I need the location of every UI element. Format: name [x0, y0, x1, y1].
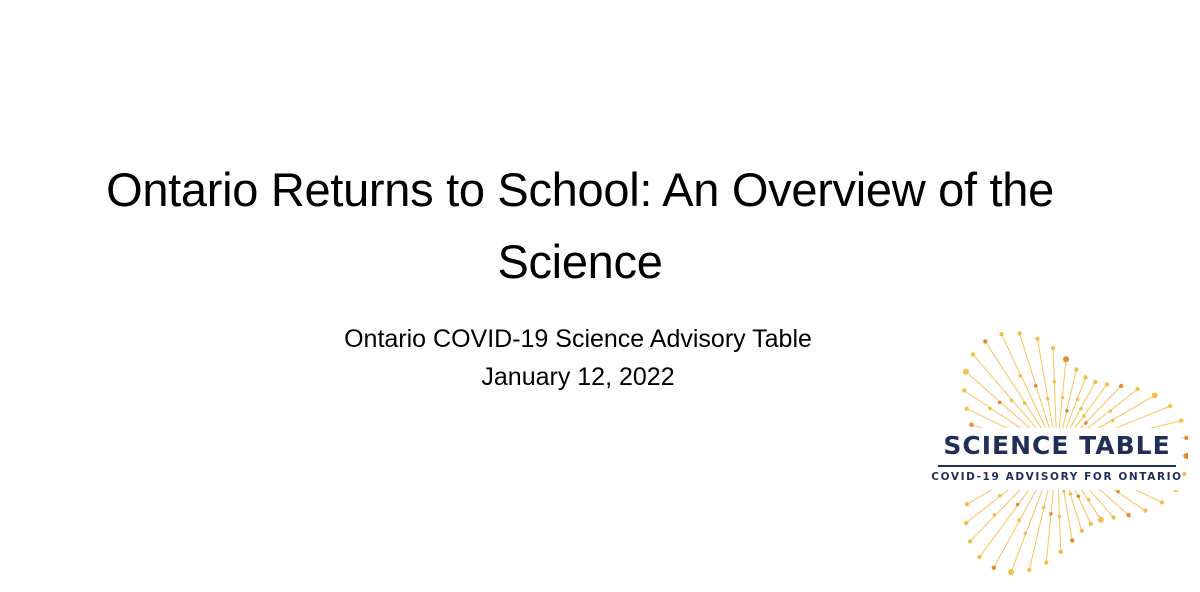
slide-subtitle: [278, 320, 878, 396]
presentation-date: January 12, 2022: [481, 363, 675, 391]
organization-name: Ontario COVID-19 Science Advisory Table: [344, 325, 812, 353]
logo-divider: [938, 465, 1176, 467]
logo-tagline: COVID-19 ADVISORY FOR ONTARIO: [931, 471, 1183, 483]
logo-wordmark: SCIENCE TABLE: [943, 431, 1171, 460]
science-table-logo: [926, 314, 1188, 582]
slide-title: Ontario Returns to School: An Overview of the Science: [106, 163, 1054, 288]
